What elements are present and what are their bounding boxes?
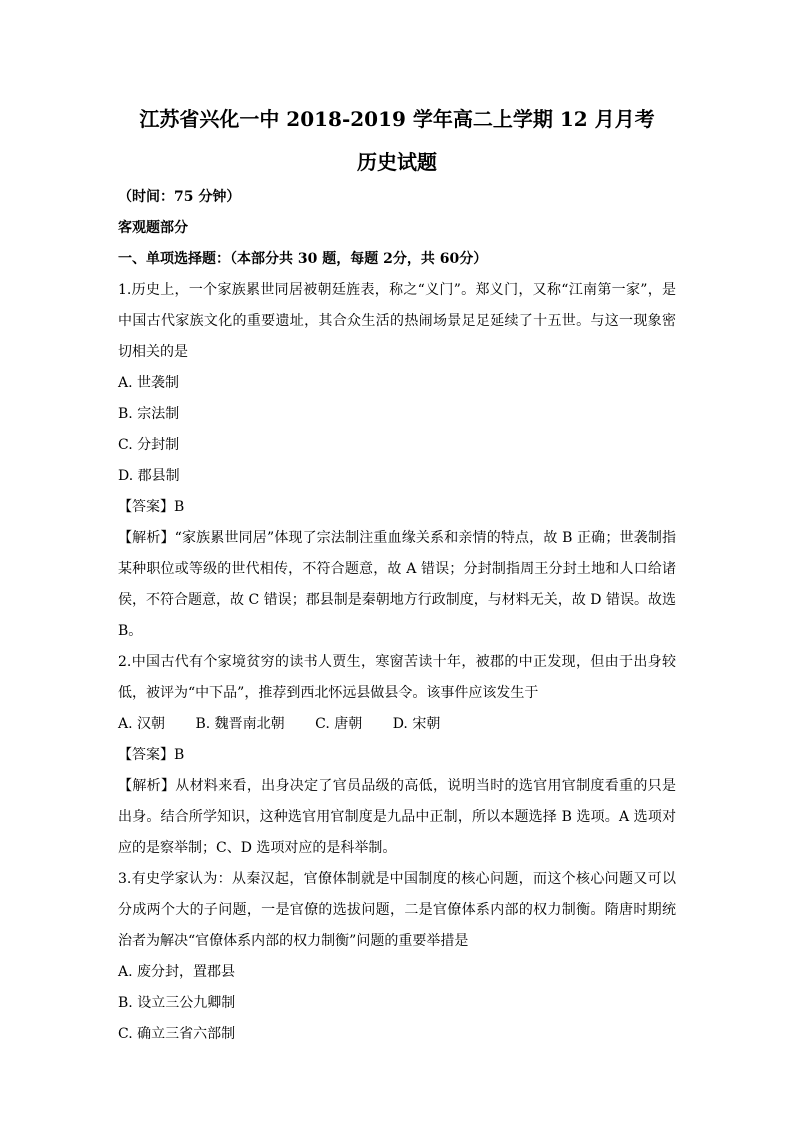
- question-1-option-b: B. 宗法制: [118, 406, 180, 422]
- question-2-option-b: B. 魏晋南北朝: [195, 716, 285, 732]
- question-1-option-a: A. 世袭制: [118, 375, 180, 391]
- question-2-option-d: D. 宋朝: [392, 716, 441, 732]
- document-subtitle: 历史试题: [357, 150, 437, 174]
- document-body: [118, 182, 676, 1050]
- exam-time: （时间：75 分钟）: [118, 189, 241, 205]
- question-2-stem: 2.中国古代有个家境贫穷的读书人贾生，寒窗苦读十年，被郡的中正发现，但由于出身较低，被评为“中下品”，推荐到西北怀远县做县令。该事件应该发生于: [118, 654, 676, 701]
- question-2-option-c: C. 唐朝: [315, 716, 363, 732]
- question-3-option-b: B. 设立三公九卿制: [118, 995, 236, 1011]
- question-1-stem: 1.历史上，一个家族累世同居被朝廷旌表，称之“义门”。郑义门，又称“江南第一家”，是中国古代家族文化的重要遗址，其合众生活的热闹场景足足延续了十五世。与这一现象密切相关的是: [118, 282, 676, 360]
- question-2-option-a: A. 汉朝: [118, 716, 166, 732]
- question-1-option-d: D. 郡县制: [118, 468, 180, 484]
- question-3-option-a: A. 废分封，置郡县: [118, 964, 236, 980]
- question-2-options: [118, 709, 676, 740]
- question-1-analysis: 【解析】“家族累世同居”体现了宗法制注重血缘关系和亲情的特点，故 B 正确；世袭制指某种职位或等级的世代相传，不符合题意，故 A 错误；分封制指周王分封土地和人口给诸侯，不符合题意，故 C 错误；郡县制是秦朝地方行政制度，与材料无关，故 D 错误。故选 B。: [118, 530, 676, 639]
- question-3-option-c: C. 确立三省六部制: [118, 1026, 236, 1042]
- question-2-analysis: 【解析】从材料来看，出身决定了官员品级的高低，说明当时的选官用官制度看重的只是出身。结合所学知识，这种选官用官制度是九品中正制，所以本题选择 B 选项。A 选项对应的是察举制；C、D 选项对应的是科举制。: [118, 778, 676, 856]
- question-1-answer: 【答案】B: [118, 499, 185, 515]
- question-2-answer: 【答案】B: [118, 747, 185, 763]
- question-1-option-c: C. 分封制: [118, 437, 180, 453]
- question-3-stem: 3.有史学家认为：从秦汉起，官僚体制就是中国制度的核心问题，而这个核心问题又可以分成两个大的子问题，一是官僚的选拔问题，二是官僚体系内部的权力制衡。隋唐时期统治者为解决“官僚体系内部的权力制衡”问题的重要举措是: [118, 871, 676, 949]
- section-heading: 一、单项选择题：（本部分共 30 题，每题 2分，共 60分）: [118, 251, 488, 267]
- part-heading: 客观题部分: [118, 220, 188, 236]
- document-title: 江苏省兴化一中 2018-2019 学年高二上学期 12 月月考: [139, 107, 655, 131]
